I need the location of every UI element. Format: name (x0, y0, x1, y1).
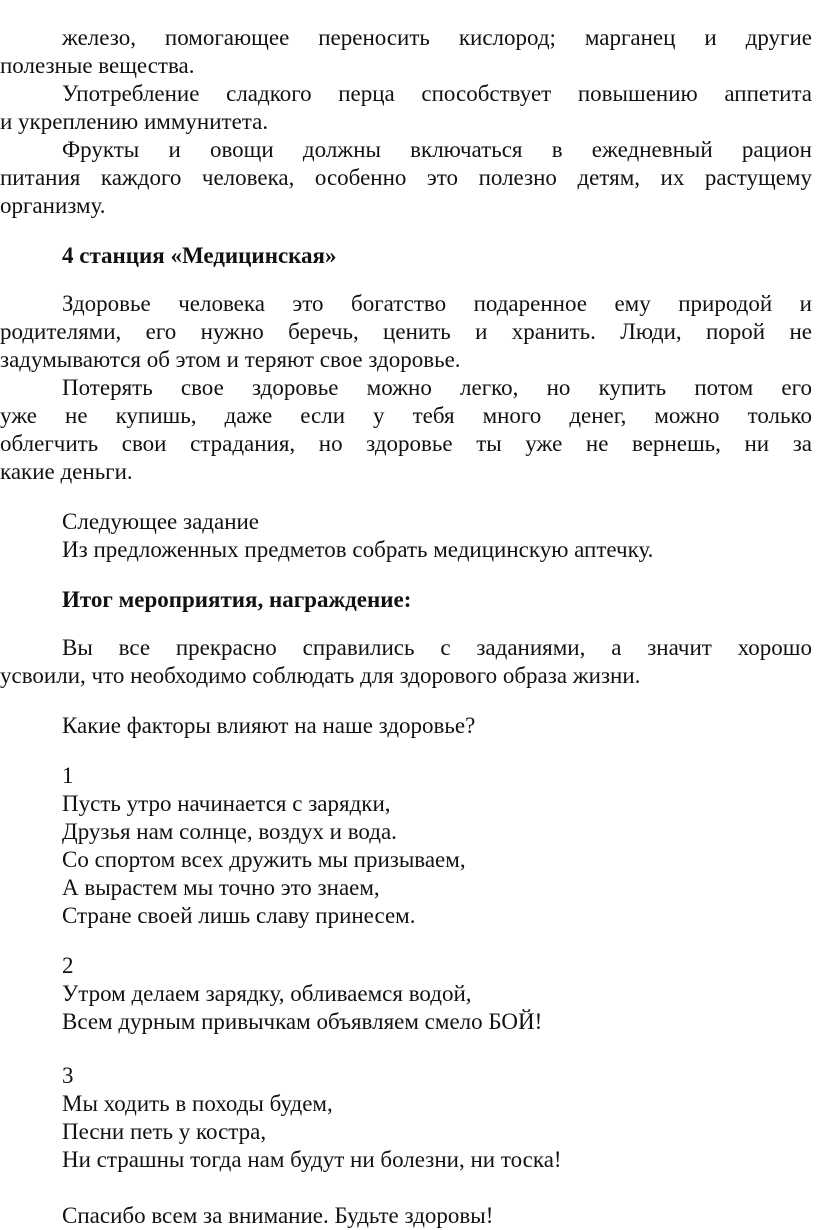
paragraph-line: усвоили, что необходимо соблюдать для здорового образа жизни. (0, 663, 641, 688)
paragraph-line: Употребление сладкого перца способствует повышению аппетита (62, 81, 812, 106)
verse-number: 3 (62, 1063, 74, 1088)
verse-line: Друзья нам солнце, воздух и вода. (62, 819, 397, 844)
paragraph-line: Фрукты и овощи должны включаться в ежедневный рацион (62, 137, 812, 162)
paragraph-line: полезные вещества. (0, 53, 195, 78)
verse-number: 2 (62, 953, 74, 978)
next-task-label: Следующее задание (62, 509, 260, 534)
verse-line: Всем дурным привычкам объявляем смело БОЙ! (62, 1009, 543, 1034)
verse-line: Песни петь у костра, (62, 1119, 267, 1144)
paragraph-line: какие деньги. (0, 459, 133, 484)
paragraph-line: родителями, его нужно беречь, ценить и хранить. Люди, порой не (0, 319, 812, 344)
paragraph-line: Здоровье человека это богатство подаренное ему природой и (62, 291, 812, 316)
verse-line: Стране своей лишь славу принесем. (62, 903, 416, 928)
verse-line: Мы ходить в походы будем, (62, 1091, 333, 1116)
paragraph-line: задумываются об этом и теряют свое здоровье. (0, 347, 461, 372)
verse-line: Со спортом всех дружить мы призываем, (62, 847, 466, 872)
result-heading: Итог мероприятия, награждение: (62, 587, 412, 612)
paragraph-line: и укреплению иммунитета. (0, 109, 269, 134)
closing-line: Спасибо всем за внимание. Будьте здоровы! (62, 1203, 494, 1228)
verse-number: 1 (62, 763, 74, 788)
paragraph-line: организму. (0, 193, 106, 218)
paragraph-line: облегчить свои страдания, но здоровье ты уже не вернешь, ни за (0, 431, 812, 456)
station-heading: 4 станция «Медицинская» (62, 243, 337, 268)
next-task-text: Из предложенных предметов собрать медицинскую аптечку. (62, 537, 654, 562)
paragraph-line: Вы все прекрасно справились с заданиями, а значит хорошо (62, 635, 812, 660)
paragraph-line: питания каждого человека, особенно это полезно детям, их растущему (0, 165, 812, 190)
paragraph-line: Потерять свое здоровье можно легко, но купить потом его (62, 375, 812, 400)
verse-line: А вырастем мы точно это знаем, (62, 875, 380, 900)
verse-line: Утром делаем зарядку, обливаемся водой, (62, 981, 472, 1006)
paragraph-line: уже не купишь, даже если у тебя много денег, можно только (0, 403, 812, 428)
question-line: Какие факторы влияют на наше здоровье? (62, 713, 476, 738)
verse-line: Ни страшны тогда нам будут ни болезни, ни тоска! (62, 1147, 562, 1172)
verse-line: Пусть утро начинается с зарядки, (62, 791, 391, 816)
paragraph-line: железо, помогающее переносить кислород; марганец и другие (62, 25, 812, 50)
